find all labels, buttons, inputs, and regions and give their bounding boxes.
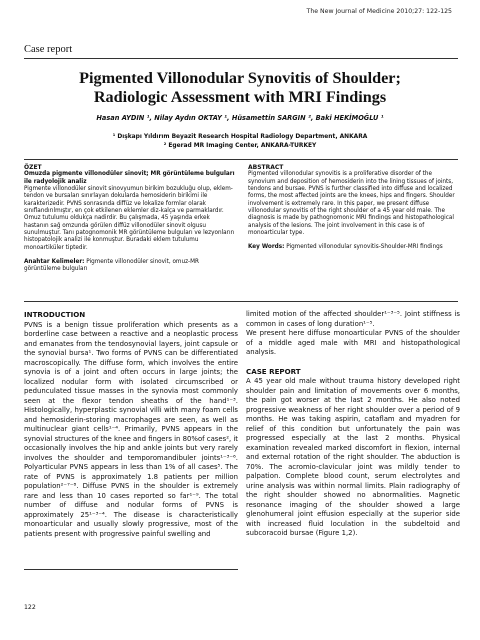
title-line-2: Radiologic Assessment with MRI Findings <box>93 88 387 106</box>
affiliation-1: ¹ Dışkapı Yıldırım Beyazit Research Hospital Radiology Department, ANKARA <box>112 134 368 140</box>
ozet-keywords <box>24 259 236 274</box>
article-title <box>20 69 460 107</box>
ozet-heading: ÖZET <box>24 164 42 171</box>
abstract-body: Pigmented villonodular synovitis is a proliferative disorder of the synovium and deposition of hemosiderin into the lining tissues of joints, tendons and bursae. PVNS is further classified into diffuse and localized forms, the most affected joints are the knees, hips and fingers. Shoulder involvement is extremely rare. In this paper, we present diffuse villonodular synovitis of the right shoulder of a 45 year old male. The diagnosis is made by pathognomonic MRI findings and histopathological analysis of the lesions. The joint involvement in this case is of monoarticular type. <box>248 171 455 237</box>
section-label: Case report <box>24 44 73 55</box>
abstract-keywords-label: Key Words: <box>248 244 285 251</box>
footnote-divider <box>24 569 238 570</box>
ozet-subheading: Omuzda pigmente villonodüler sinovit; MR görüntüleme bulguları ile radyolojik analiz <box>24 171 235 185</box>
journal-header: The New Journal of Medicine 2010;27: 122-125 <box>306 8 452 15</box>
introduction-heading: INTRODUCTION <box>24 310 86 319</box>
left-body-column <box>24 310 238 539</box>
ozet-column <box>24 164 236 274</box>
abstract-keywords <box>248 244 460 251</box>
top-divider <box>24 58 458 59</box>
introduction-body: PVNS is a benign tissue proliferation which presents as a borderline case between a reactive and a neoplastic process and emanates from the tendosynovial layers, joint capsule or the synovial bursa¹. Two forms of PVNS can be differentiated macroscopically. The diffuse form, which involves the entire synovia is of a joint and often occurs in large joints; the localized nodular form with isolated circumscribed or pedunculated tissue masses in the synovia most commonly seen at the flexor tendon sheaths of the hand¹⁻³. Histologically, hyperplastic synovial villi with many foam cells and hemosiderin-storing macrophages are seen, as well as multinuclear giant cells¹⁻⁴. Primarily, PVNS appears in the synovial structures of the knee and fingers in 80%of cases², it occasionally involves the hip and ankle joints but very rarely involves the shoulder and temporomandibuler joints¹⁻³⁻⁶. Polyarticular PVNS appears in less than 1% of all cases⁵. The rate of PVNS is approximately 1.8 patients per million population²⁻⁷⁻⁸. Diffuse PVNS in the shoulder is extremely rare and less than 10 cases reported so far¹⁻⁹. The total number of diffuse and nodular forms of PVNS is approximately 25¹⁻³⁻⁴. The disease is characteristically monoarticular and usually slowly progressive, most of the patients present with progressive painful swelling and <box>24 320 238 538</box>
abstract-keywords-text: Pigmented villonodular synovitis-Shoulder-MRI findings <box>286 244 443 251</box>
affiliation-2: ² Egerad MR Imaging Center, ANKARA-TURKEY <box>163 142 317 149</box>
author-list: Hasan AYDIN ¹, Nilay Aydın OKTAY ¹, Hüsamettin SARGIN ², Baki HEKİMOĞLU ¹ <box>96 114 384 122</box>
ozet-keywords-label: Anahtar Kelimeler: <box>24 259 85 266</box>
right-body-column <box>246 310 460 539</box>
ozet-body: Pigmente villonodüler sinovit sinovyumun birikim bozukluğu olup, eklem-tendon ve bursaları sınırlayan dokularda hemosiderin birikimi ile karakterizedir. PVNS sonrasında diffüz ve lokalize formlar olarak sınıflandırılmıştır, en çok etkilenen eklemler diz-kalça ve parmaklardır. Omuz tutulumu oldukça nadirdir. Bu çalışmada, 45 yaşında erkek hastanın sağ omzunda görülen diffüz villonodüler sinovit olgusu sunulmuştur. Tanı patognomonik MR görüntüleme bulguları ve lezyonların histopatolojik analizi ile konmuştur. Buradaki eklem tutulumu monoartiküler tiptedir. <box>24 186 235 251</box>
abstract-heading: ABSTRACT <box>248 164 284 171</box>
page-number: 122 <box>24 604 36 611</box>
right-para-2: We present here diffuse monoarticular PVNS of the shoulder of a middle aged male with MRI and histopathological analysis. <box>246 329 460 356</box>
affiliations <box>20 133 460 150</box>
right-para-1: limited motion of the affected shoulder¹⁻³⁻⁵. Joint stiffness is common in cases of long duration¹⁻⁵. <box>246 310 460 328</box>
case-report-heading: CASE REPORT <box>246 366 301 376</box>
ozet-keywords-text: Pigmente villonodüler sinovit, omuz-MR görüntüleme bulguları <box>24 259 199 273</box>
abstract-top-divider <box>24 159 458 160</box>
case-report-body: A 45 year old male without trauma history developed right shoulder pain and limitation of movements over 6 months, the pain got worser at the last 2 months. He also noted progressive weakness of her right shoulder over a period of 9 months. He was taking aspirin, cataflam and myadren for relief of this condition but unfortunately the pain was progressed especially at the last 2 months. Physical examination revealed marked discomfort in flexion, internal and external rotation of the right shoulder. The abduction is 70%. The acromio-clavicular joint was mildly tender to palpation. Complete blood count, serum electrolytes and urine analysis was within normal limits. Plain radiography of the right shoulder showed no abnormalities. Magnetic resonance imaging of the shoulder showed a large glenohumeral joint effusion especially at the superior side with increased fluid loculation in the subdeltoid and subcoracoid bursae (Figure 1,2). <box>246 377 460 537</box>
title-line-1: Pigmented Villonodular Synovitis of Shoulder; <box>79 69 401 87</box>
abstract-column <box>248 164 460 252</box>
abstract-bottom-divider <box>24 301 458 302</box>
